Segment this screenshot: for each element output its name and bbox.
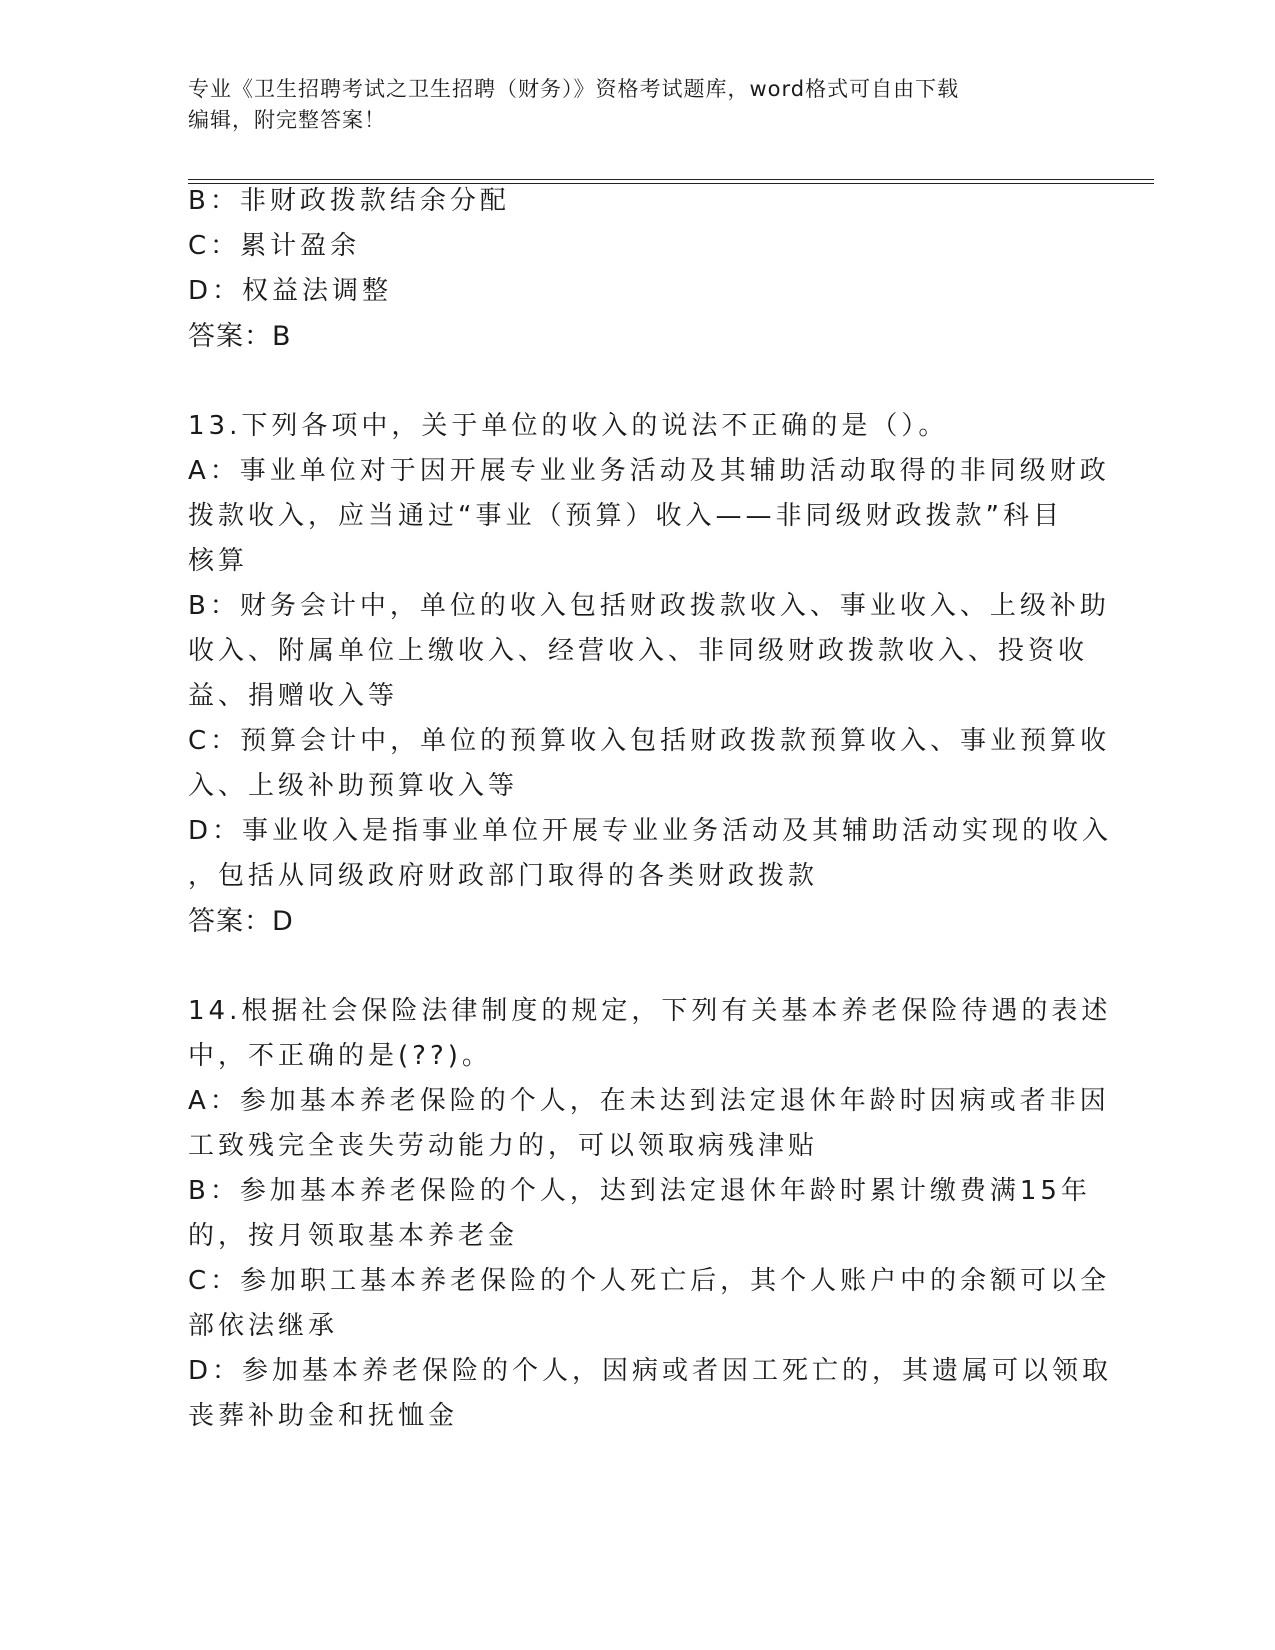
- q13-option-a-line: A：事业单位对于因开展专业业务活动及其辅助活动取得的非同级财政: [188, 456, 1110, 486]
- q14-option-a-line: A：参加基本养老保险的个人，在未达到法定退休年龄时因病或者非因: [188, 1086, 1110, 1116]
- q13-option-b-line: 益、捐赠收入等: [188, 681, 399, 711]
- q14-option-c-line: C：参加职工基本养老保险的个人死亡后，其个人账户中的余额可以全: [188, 1266, 1111, 1296]
- q13-option-a-line: 拨款收入，应当通过“事业（预算）收入——非同级财政拨款”科目: [188, 501, 1063, 531]
- q13-option-d-line: ，包括从同级政府财政部门取得的各类财政拨款: [188, 861, 819, 891]
- prev-option-b: B：非财政拨款结余分配: [188, 186, 510, 216]
- q13-option-c-line: C：预算会计中，单位的预算收入包括财政拨款预算收入、事业预算收: [188, 726, 1111, 756]
- prev-answer: 答案：B: [188, 321, 292, 352]
- q13-option-b-line: 收入、附属单位上缴收入、经营收入、非同级财政拨款收入、投资收: [188, 636, 1089, 666]
- header-line-1: 专业《卫生招聘考试之卫生招聘（财务）》资格考试题库，word格式可自由下载: [188, 77, 960, 101]
- q14-stem-line: 中，不正确的是(??)。: [188, 1041, 492, 1071]
- q14-option-c-line: 部依法继承: [188, 1311, 339, 1341]
- q13-stem: 13.下列各项中，关于单位的收入的说法不正确的是（）。: [188, 411, 949, 441]
- question-body: [188, 179, 1113, 1439]
- header-line-2: 编辑，附完整答案！: [188, 108, 386, 132]
- q14-option-b-line: B：参加基本养老保险的个人，达到法定退休年龄时累计缴费满15年: [188, 1176, 1091, 1206]
- q14-option-d-line: D：参加基本养老保险的个人，因病或者因工死亡的，其遗属可以领取: [188, 1356, 1113, 1386]
- q13-option-b-line: B：财务会计中，单位的收入包括财政拨款收入、事业收入、上级补助: [188, 591, 1110, 621]
- q13-option-d-line: D：事业收入是指事业单位开展专业业务活动及其辅助活动实现的收入: [188, 816, 1113, 846]
- prev-option-d: D：权益法调整: [188, 276, 393, 306]
- spacer: [188, 944, 1078, 989]
- page-header: [188, 74, 1088, 136]
- q14-stem-line: 14.根据社会保险法律制度的规定，下列有关基本养老保险待遇的表述: [188, 996, 1112, 1026]
- q13-answer: 答案：D: [188, 906, 294, 937]
- q14-option-b-line: 的，按月领取基本养老金: [188, 1221, 519, 1251]
- prev-option-c: C：累计盈余: [188, 231, 361, 261]
- q13-option-c-line: 入、上级补助预算收入等: [188, 771, 519, 801]
- spacer: [188, 359, 1078, 404]
- q14-option-d-line: 丧葬补助金和抚恤金: [188, 1401, 459, 1431]
- q14-option-a-line: 工致残完全丧失劳动能力的，可以领取病残津贴: [188, 1131, 819, 1161]
- q13-option-a-line: 核算: [188, 546, 249, 576]
